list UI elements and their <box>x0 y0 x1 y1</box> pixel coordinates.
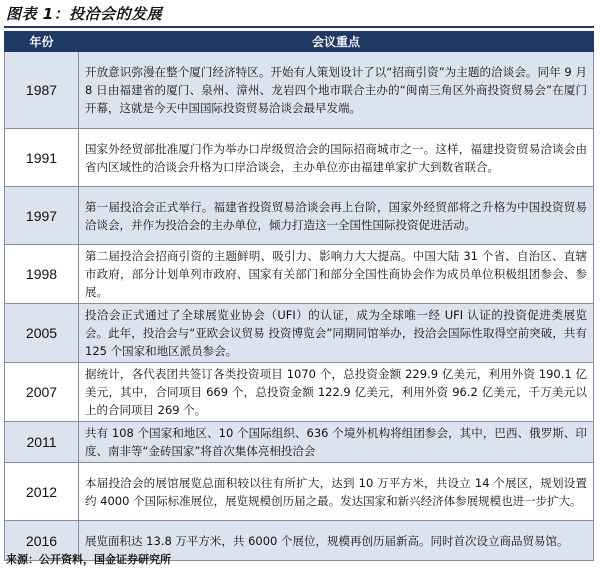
source-note: 来源：公开资料，国金证券研究所 <box>6 553 171 566</box>
row-year: 2007 <box>5 363 79 422</box>
row-year: 2005 <box>5 304 79 363</box>
title-divider <box>4 26 594 28</box>
figure-title: 图表 1：投洽会的发展 <box>6 5 163 23</box>
row-text: 投洽会正式通过了全球展览业协会（UFI）的认证，成为全球唯一经 UFI 认证的投资促进类展览会。此年，投洽会与“亚欧会议贸易 投资博览会”同期同馆举办，投洽会国际性取得空前突破，共有 125 个国家和地区派员参会。 <box>79 304 594 363</box>
table-row <box>5 52 594 129</box>
row-year: 1998 <box>5 245 79 304</box>
row-year: 2011 <box>5 422 79 463</box>
table-row <box>5 129 594 187</box>
row-text: 共有 108 个国家和地区、10 个国际组织、636 个境外机构将组团参会，其中，巴西、俄罗斯、印度、南非等“金砖国家”将首次集体亮相投洽会 <box>79 422 594 463</box>
table-row <box>5 463 594 521</box>
events-table <box>4 31 594 561</box>
table-row <box>5 422 594 463</box>
row-year: 2016 <box>5 521 79 561</box>
row-text: 展览面积达 13.8 万平方米，共 6000 个展位，规模再创历届新高。同时首次设立商品贸易馆。 <box>79 521 594 561</box>
row-text: 第一届投洽会正式举行。福建省投资贸易洽谈会再上台阶，国家外经贸部将之升格为中国投资贸易洽谈会，并作为投洽会的主办单位，倾力打造这一全国性国际投资促进活动。 <box>79 187 594 245</box>
row-year: 2012 <box>5 463 79 521</box>
row-year: 1991 <box>5 129 79 187</box>
row-text: 开放意识弥漫在整个厦门经济特区。开始有人策划设计了以“招商引资”为主题的洽谈会。同年 9 月 8 日由福建省的厦门、泉州、漳州、龙岩四个地市联合主办的“闽南三角区外商投资贸易会”在厦门开幕，这就是今天中国国际投资贸易洽谈会最早发端。 <box>79 52 594 129</box>
row-year: 1987 <box>5 52 79 129</box>
table-header-row <box>5 32 594 52</box>
row-text: 第二届投洽会招商引资的主题鲜明、吸引力、影响力大大提高。中国大陆 31 个省、自治区、直辖市政府，部分计划单列市政府、国家有关部门和部分全国性商协会作为成员单位积极组团参会、参展。 <box>79 245 594 304</box>
row-text: 据统计，各代表团共签订各类投资项目 1070 个，总投资金额 229.9 亿美元，利用外资 190.1 亿美元，其中，合同项目 669 个，总投资金额 122.9 亿美元，利用外资 96.2 亿美元，千万美元以上的合同项目 269 个。 <box>79 363 594 422</box>
header-meeting-focus: 会议重点 <box>79 32 594 52</box>
row-year: 1997 <box>5 187 79 245</box>
header-year: 年份 <box>5 32 79 52</box>
table-row <box>5 363 594 422</box>
table-row <box>5 187 594 245</box>
table-row <box>5 304 594 363</box>
row-text: 国家外经贸部批准厦门作为举办口岸级贸洽会的国际招商城市之一。这样，福建投资贸易洽谈会由省内区域性的洽谈会升格为口岸洽谈会，主办单位亦由福建单家扩大到数省联合。 <box>79 129 594 187</box>
row-text: 本届投洽会的展馆展览总面积较以往有所扩大，达到 10 万平方米，共设立 14 个展区，规划设置约 4000 个国际标准展位，展览规模创历届之最。发达国家和新兴经济体参展规模也进一步扩大。 <box>79 463 594 521</box>
table-row <box>5 245 594 304</box>
